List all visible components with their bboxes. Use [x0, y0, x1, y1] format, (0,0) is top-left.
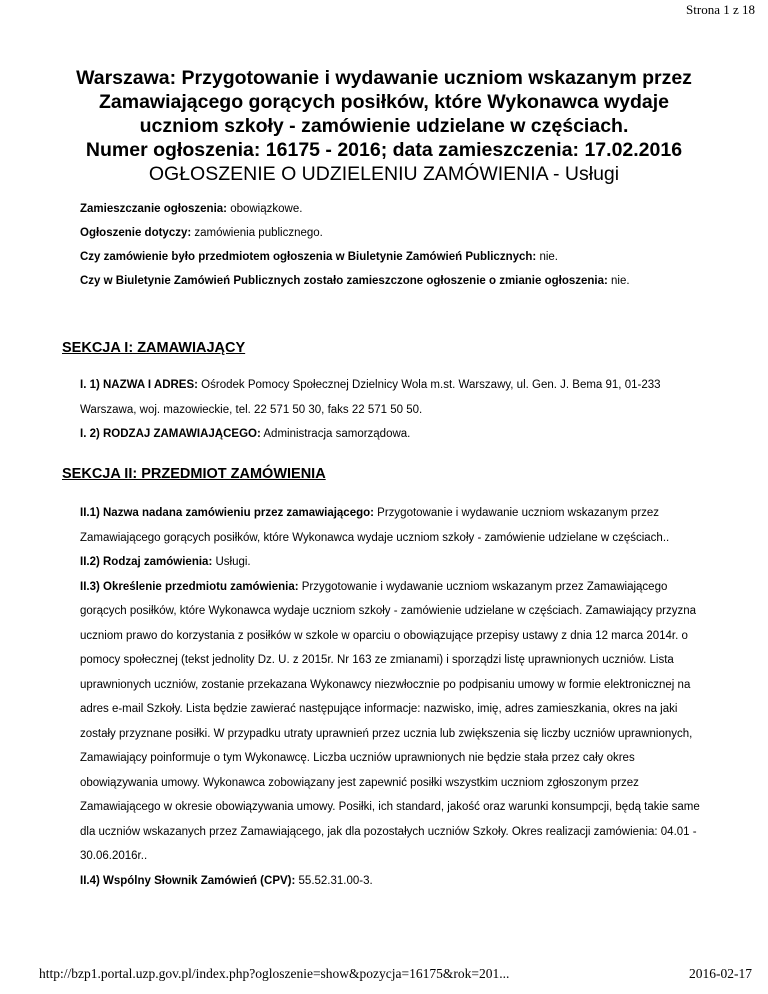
- item-label: I. 2) RODZAJ ZAMAWIAJĄCEGO:: [80, 428, 261, 440]
- section-item: [80, 550, 700, 575]
- title-line: Warszawa: Przygotowanie i wydawanie uczniom wskazanym przez: [76, 67, 692, 89]
- footer-date: 2016-02-17: [689, 966, 752, 981]
- section-heading-zamawiajacy: SEKCJA I: ZAMAWIAJĄCY: [62, 340, 246, 356]
- item-label: II.4) Wspólny Słownik Zamówień (CPV):: [80, 874, 296, 887]
- meta-label: Czy zamówienie było przedmiotem ogłoszenia w Biuletynie Zamówień Publicznych:: [80, 251, 537, 263]
- item-label: I. 1) NAZWA I ADRES:: [80, 379, 198, 391]
- section-heading-przedmiot: SEKCJA II: PRZEDMIOT ZAMÓWIENIA: [62, 466, 326, 482]
- meta-row: [80, 221, 700, 245]
- section-item: [80, 869, 700, 894]
- meta-row: [80, 197, 700, 221]
- section-item: [80, 373, 700, 422]
- item-value: Przygotowanie i wydawanie uczniom wskazanym przez Zamawiającego gorących posiłków, które Wykonawca wydaje uczniom szkoły - zamówienie udzielane w częściach..: [80, 507, 670, 544]
- meta-value: zamówienia publicznego.: [191, 227, 323, 239]
- notice-subtitle: OGŁOSZENIE O UDZIELENIU ZAMÓWIENIA - Usługi: [148, 163, 620, 185]
- meta-value: nie.: [607, 275, 630, 287]
- meta-value: obowiązkowe.: [227, 203, 303, 215]
- notice-title: [60, 66, 708, 186]
- footer-url[interactable]: http://bzp1.portal.uzp.gov.pl/index.php?ogloszenie=show&pozycja=16175&rok=201...: [39, 966, 510, 981]
- notice-meta: [80, 197, 700, 293]
- item-label: II.2) Rodzaj zamówienia:: [80, 556, 213, 568]
- item-value: Administracja samorządowa.: [260, 428, 411, 440]
- section-body-zamawiajacy: [80, 373, 700, 447]
- meta-label: Ogłoszenie dotyczy:: [80, 227, 192, 239]
- meta-label: Zamieszczanie ogłoszenia:: [80, 203, 227, 215]
- page-counter: Strona 1 z 18: [686, 2, 755, 17]
- title-line: Zamawiającego gorących posiłków, które Wykonawca wydaje: [98, 91, 670, 113]
- section-body-przedmiot: [80, 501, 700, 893]
- item-label: II.1) Nazwa nadana zamówieniu przez zamawiającego:: [80, 507, 374, 519]
- item-label: II.3) Określenie przedmiotu zamówienia:: [80, 580, 299, 593]
- meta-row: [80, 245, 700, 269]
- meta-value: nie.: [536, 251, 558, 263]
- section-item: [80, 501, 700, 550]
- meta-row: [80, 269, 700, 293]
- section-item: [80, 422, 700, 447]
- title-line: Numer ogłoszenia: 16175 - 2016; data zamieszczenia: 17.02.2016: [85, 139, 683, 161]
- section-item: [80, 575, 700, 869]
- title-line: uczniom szkoły - zamówienie udzielane w częściach.: [139, 115, 629, 137]
- item-value: Usługi.: [212, 556, 251, 568]
- item-value: 55.52.31.00-3.: [295, 874, 373, 887]
- meta-label: Czy w Biuletynie Zamówień Publicznych zostało zamieszczone ogłoszenie o zmianie ogłoszenia:: [80, 275, 608, 287]
- item-value: Przygotowanie i wydawanie uczniom wskazanym przez Zamawiającego gorących posiłków, które Wykonawca wydaje uczniom szkoły - zamówienie udzielane w częściach. Zamawiający przyzna uczniom prawo do korzystania z posiłków w szkole w oparciu o obowiązujące przepisy ustawy z dnia 12 marca 2014r. o pomocy społecznej (tekst jednolity Dz. U. z 2015r. Nr 163 ze zmianami) i sporządzi listę uprawnionych uczniów. Lista uprawnionych uczniów, zostanie przekazana Wykonawcy niezwłocznie po podpisaniu umowy w formie elektronicznej na adres e-mail Szkoły. Lista będzie zawierać następujące informacje: nazwisko, imię, adres zamieszkania, okres na jaki zostały przyznane posiłki. W przypadku utraty uprawnień przez ucznia lub zwiększenia się liczby uczniów uprawnionych, Zamawiający poinformuje o tym Wykonawcę. Liczba uczniów uprawnionych nie będzie stała przez cały okres obowiązywania umowy. Wykonawca zobowiązany jest zapewnić posiłki wszystkim uczniom zgłoszonym przez Zamawiającego w okresie obowiązywania umowy. Posiłki, ich standard, jakość oraz warunki konsumpcji, będą takie same dla uczniów wskazanych przez Zamawiającego, jak dla pozostałych uczniów Szkoły. Okres realizacji zamówienia: 04.01 - 30.06.2016r..: [80, 580, 700, 862]
- item-value: Ośrodek Pomocy Społecznej Dzielnicy Wola m.st. Warszawy, ul. Gen. J. Bema 91, 01-233 Warszawa, woj. mazowieckie, tel. 22 571 50 30, faks 22 571 50 50.: [80, 379, 661, 416]
